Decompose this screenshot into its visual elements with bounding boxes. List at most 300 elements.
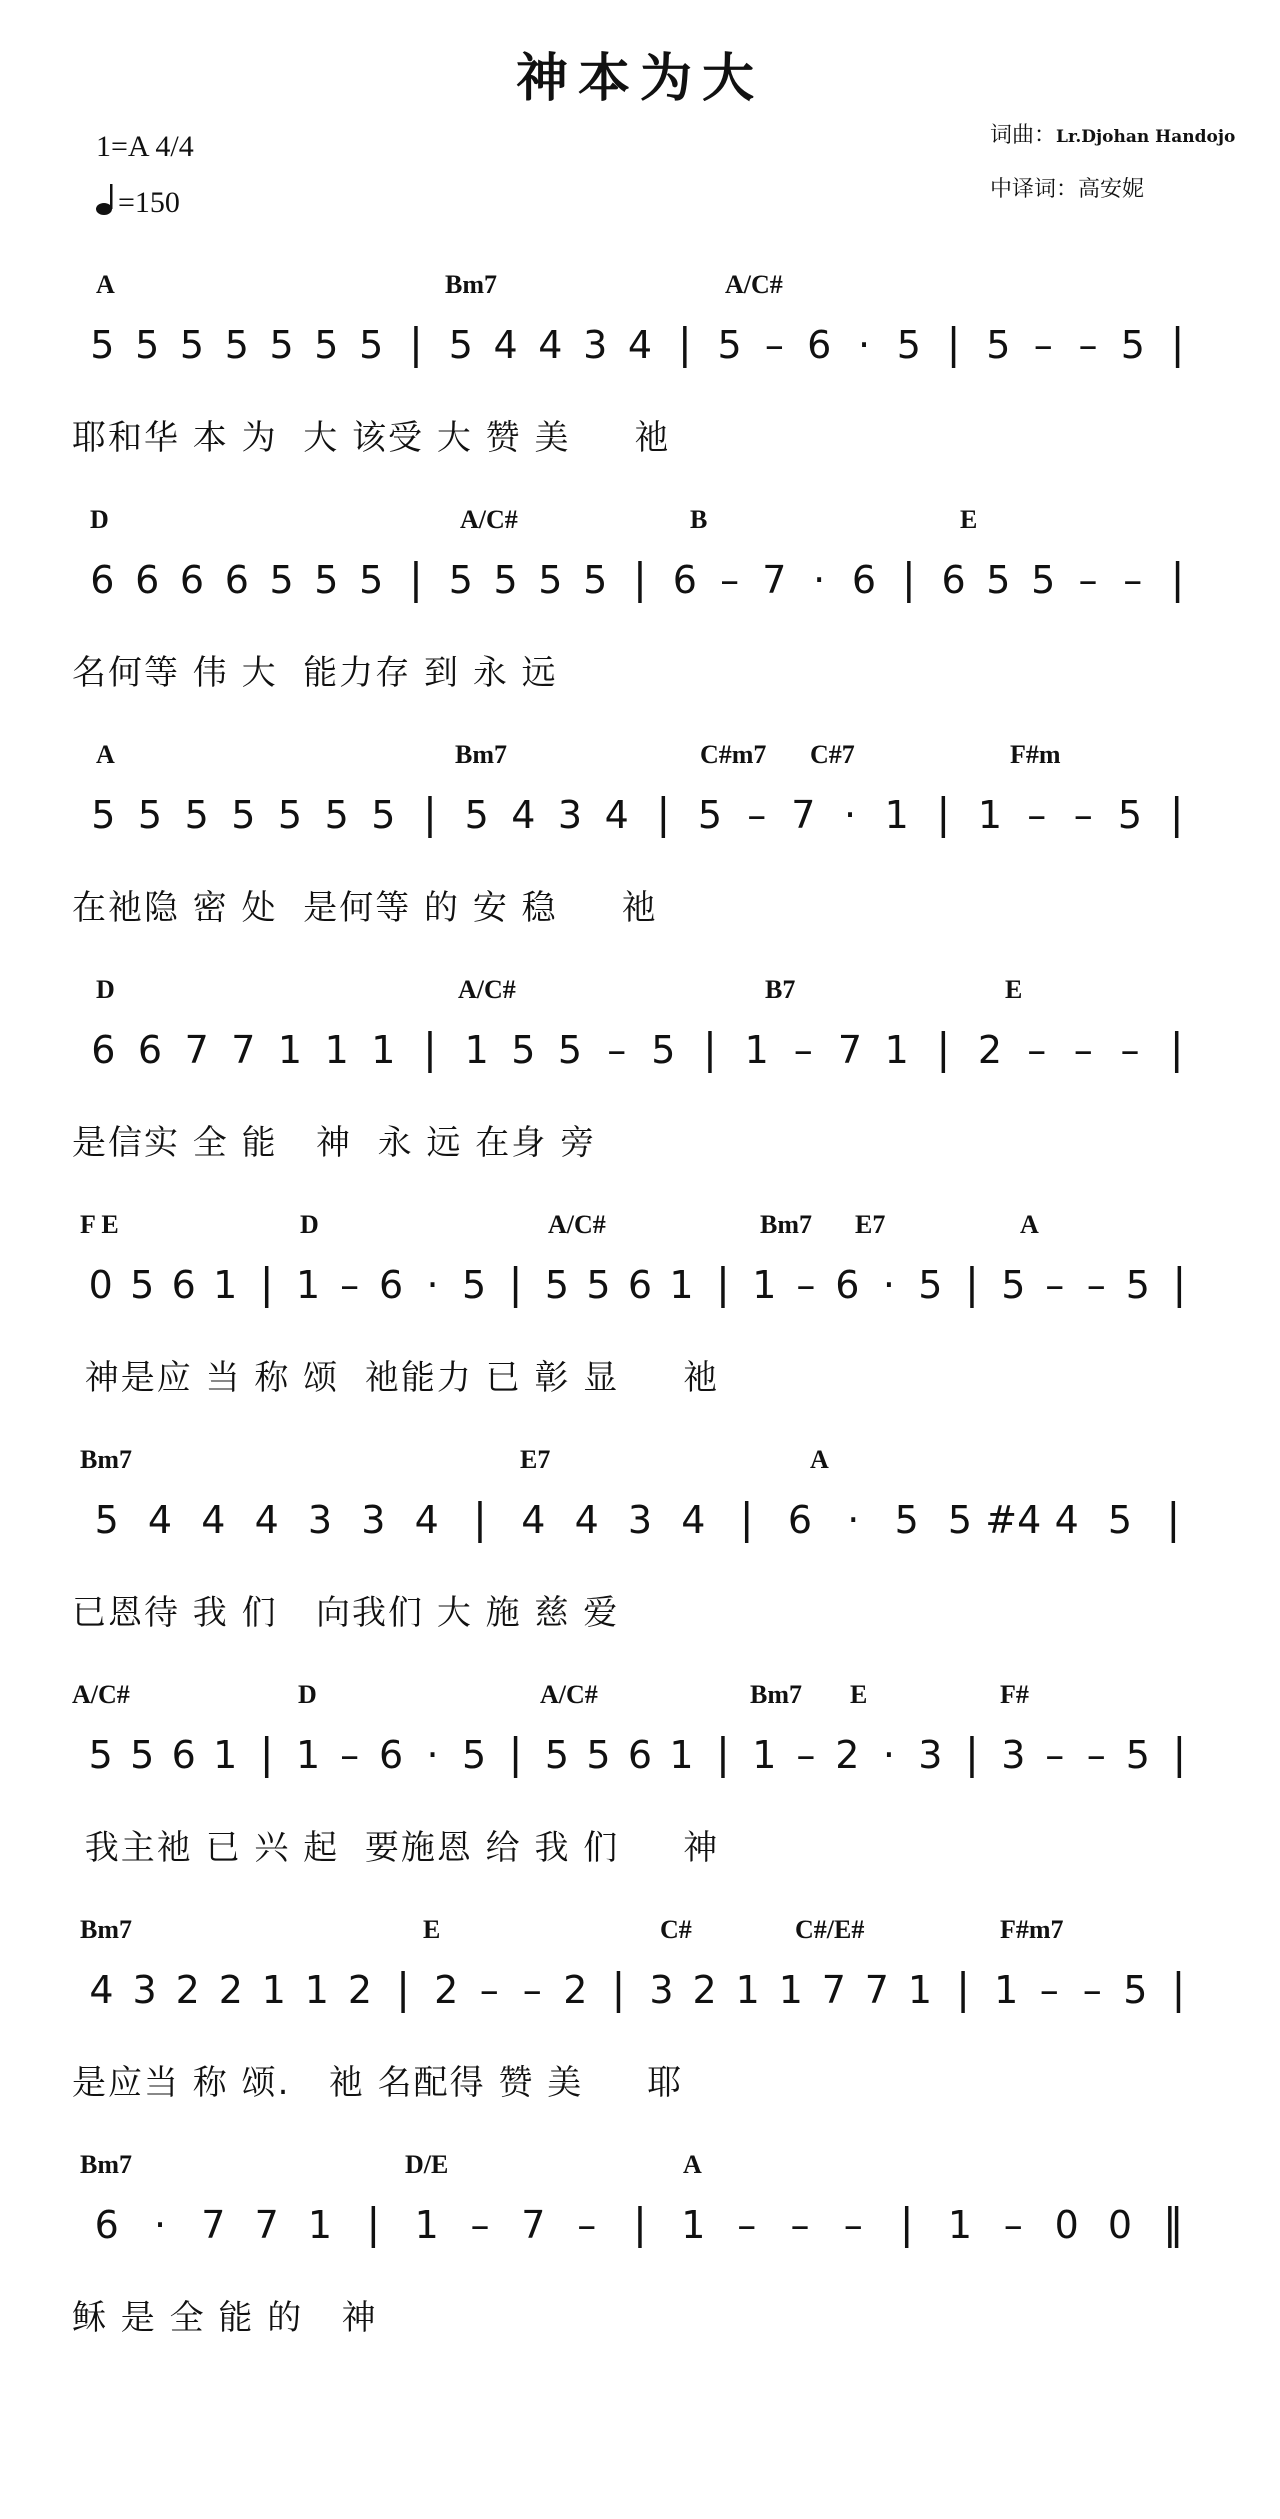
note-symbol: 3 — [557, 793, 583, 837]
note-symbol: 5 — [269, 558, 294, 602]
chord-symbol: A — [810, 1445, 829, 1474]
note-symbol: 5 — [135, 323, 160, 367]
note-symbol: – — [607, 1028, 627, 1072]
note-symbol: – — [470, 2203, 490, 2247]
note-symbol: 7 — [184, 1028, 209, 1072]
note-symbol: – — [1045, 1733, 1065, 1777]
bar-line: | — [396, 1964, 411, 2013]
note-symbol: 6 — [851, 558, 877, 602]
note-line — [80, 1023, 1240, 1103]
note-symbol: 5 — [137, 793, 163, 837]
note-symbol: 5 — [1125, 1733, 1150, 1777]
jianpu-notation — [80, 1258, 1240, 1338]
lyric-line: 我主祂 已 兴 起 要施恩 给 我 们 神 — [72, 1828, 720, 1868]
tempo-value: =150 — [118, 186, 180, 219]
note-symbol: – — [340, 1263, 360, 1307]
lyric-line: 名何等 伟 大 能力存 到 永 远 — [72, 653, 558, 693]
note-symbol: 1 — [778, 1968, 803, 2012]
note-symbol: 5 — [1001, 1263, 1026, 1307]
note-symbol: 3 — [918, 1733, 943, 1777]
note-symbol: – — [1082, 1968, 1102, 2012]
bar-line: | — [1169, 789, 1184, 838]
bar-line: | — [1169, 1024, 1184, 1073]
note-symbol: · — [426, 1733, 439, 1777]
note-symbol: 4 — [414, 1498, 439, 1542]
note-symbol: 1 — [947, 2203, 973, 2247]
note-symbol: 6 — [91, 1028, 116, 1072]
note-symbol: 5 — [91, 793, 116, 837]
note-symbol: 6 — [627, 1263, 653, 1307]
chord-symbol: A/C# — [540, 1680, 598, 1709]
note-symbol: 5 — [1117, 793, 1143, 837]
note-symbol: 3 — [649, 1968, 674, 2012]
bar-line: | — [964, 1259, 979, 1308]
note-symbol: 4 — [538, 323, 563, 367]
note-symbol: 4 — [493, 323, 518, 367]
quarter-note-icon — [96, 182, 118, 216]
score-row — [0, 2150, 1280, 2380]
bar-line: | — [936, 789, 951, 838]
note-symbol: 5 — [1107, 1498, 1133, 1542]
note-symbol: – — [340, 1733, 360, 1777]
note-symbol: 6 — [90, 558, 115, 602]
credit-value: Lr.Djohan Handojo — [1056, 127, 1236, 147]
note-symbol: 2 — [977, 1028, 1003, 1072]
jianpu-notation — [80, 788, 1240, 868]
bar-line: | — [422, 1024, 438, 1073]
credit-label: 词曲： — [990, 123, 1057, 148]
bar-line: | — [366, 2199, 381, 2248]
chord-line — [0, 1210, 1280, 1250]
chord-symbol: D/E — [405, 2150, 449, 2179]
note-symbol: 4 — [201, 1498, 226, 1542]
note-symbol: 5 — [1120, 323, 1145, 367]
page-title: 神本为大 — [515, 48, 764, 109]
note-symbol: 1 — [735, 1968, 760, 2012]
chord-symbol: A/C# — [725, 270, 783, 299]
note-symbol: – — [1078, 323, 1098, 367]
note-symbol: 5 — [314, 558, 339, 602]
bar-line: | — [422, 789, 438, 838]
note-symbol: 5 — [448, 323, 473, 367]
bar-line: | — [632, 554, 648, 603]
note-symbol: 2 — [692, 1968, 717, 2012]
lyric-line: 神是应 当 称 颂 祂能力 已 彰 显 祂 — [72, 1358, 720, 1398]
bar-line: | — [259, 1729, 274, 1778]
chord-line — [0, 505, 1280, 545]
bar-line: | — [472, 1494, 488, 1543]
note-line — [80, 1258, 1240, 1338]
bar-line: | — [1172, 1729, 1187, 1778]
note-line — [80, 788, 1240, 868]
note-symbol: · — [426, 1263, 439, 1307]
chord-symbol: Bm7 — [445, 270, 497, 299]
chord-symbol: F#m — [1010, 740, 1061, 769]
note-symbol: 6 — [787, 1498, 813, 1542]
note-symbol: 1 — [907, 1968, 933, 2012]
note-symbol: 1 — [994, 1968, 1019, 2012]
chord-symbol: D — [90, 505, 109, 534]
chord-symbol: E — [1005, 975, 1023, 1004]
note-symbol: 1 — [752, 1733, 777, 1777]
note-symbol: 4 — [681, 1498, 706, 1542]
chord-symbol: A/C# — [458, 975, 516, 1004]
note-symbol: 5 — [462, 1733, 487, 1777]
key-signature: 1=A 4/4 — [96, 130, 194, 163]
note-symbol: 7 — [231, 1028, 256, 1072]
chord-line — [0, 2150, 1280, 2190]
score-row — [0, 740, 1280, 970]
note-symbol: 1 — [324, 1028, 349, 1072]
bar-line: | — [715, 1729, 731, 1778]
chord-symbol: A/C# — [72, 1680, 130, 1709]
note-symbol: 5 — [986, 558, 1011, 602]
note-symbol: 7 — [254, 2203, 279, 2247]
chord-symbol: Bm7 — [760, 1210, 812, 1239]
note-symbol: – — [796, 1263, 816, 1307]
note-symbol: 4 — [254, 1498, 279, 1542]
note-symbol: 1 — [884, 1028, 909, 1072]
note-symbol: – — [1123, 558, 1143, 602]
chord-symbol: B — [690, 505, 708, 534]
chord-symbol: Bm7 — [80, 2150, 132, 2179]
note-symbol: #4 — [985, 1498, 1042, 1542]
note-symbol: – — [1086, 1733, 1106, 1777]
note-symbol: 4 — [627, 323, 653, 367]
translator-value: 高安妮 — [1078, 177, 1145, 202]
note-symbol: 7 — [762, 558, 787, 602]
bar-line: | — [632, 2199, 648, 2248]
bar-line: | — [508, 1259, 523, 1308]
note-symbol: 1 — [296, 1263, 321, 1307]
note-symbol: 5 — [586, 1733, 611, 1777]
note-symbol: 5 — [1123, 1968, 1148, 2012]
note-symbol: 2 — [175, 1968, 200, 2012]
note-symbol: 5 — [448, 558, 473, 602]
bar-line: | — [936, 1024, 951, 1073]
note-symbol: 1 — [307, 2203, 333, 2247]
note-symbol: – — [479, 1968, 499, 2012]
note-symbol: 5 — [359, 323, 384, 367]
note-symbol: 2 — [563, 1968, 588, 2012]
note-symbol: 1 — [464, 1028, 489, 1072]
chord-symbol: E7 — [520, 1445, 551, 1474]
note-symbol: 1 — [752, 1263, 777, 1307]
chord-symbol: C#/E# — [795, 1915, 865, 1944]
note-symbol: 4 — [574, 1498, 599, 1542]
note-symbol: · — [857, 323, 871, 367]
bar-line: | — [964, 1729, 979, 1778]
note-symbol: – — [747, 793, 767, 837]
note-symbol: – — [1086, 1263, 1106, 1307]
note-symbol: 5 — [1125, 1263, 1150, 1307]
jianpu-notation — [80, 318, 1240, 398]
chord-symbol: C#m7 — [700, 740, 767, 769]
note-symbol: 5 — [324, 793, 349, 837]
chord-symbol: C# — [660, 1915, 692, 1944]
note-symbol: 5 — [184, 793, 209, 837]
note-symbol: 5 — [90, 323, 115, 367]
note-symbol: 5 — [371, 793, 396, 837]
lyric-line: 已恩待 我 们 向我们 大 施 慈 爱 — [72, 1593, 620, 1633]
score-row — [0, 1680, 1280, 1910]
note-symbol: – — [720, 558, 740, 602]
chord-symbol: B7 — [765, 975, 796, 1004]
note-symbol: – — [577, 2203, 597, 2247]
note-symbol: · — [847, 1498, 860, 1542]
note-symbol: 6 — [94, 2203, 119, 2247]
note-symbol: – — [793, 1028, 813, 1072]
chord-symbol: Bm7 — [455, 740, 507, 769]
score-row — [0, 975, 1280, 1205]
note-symbol: 6 — [835, 1263, 860, 1307]
note-symbol: 4 — [89, 1968, 114, 2012]
note-symbol: 5 — [586, 1263, 611, 1307]
chord-line — [0, 1915, 1280, 1955]
bar-line: | — [739, 1494, 754, 1543]
note-symbol: 5 — [894, 1498, 919, 1542]
note-symbol: 5 — [511, 1028, 536, 1072]
note-symbol: 1 — [277, 1028, 303, 1072]
chord-symbol: Bm7 — [80, 1915, 132, 1944]
chord-symbol: F#m7 — [1000, 1915, 1064, 1944]
note-symbol: 2 — [218, 1968, 243, 2012]
note-symbol: 2 — [434, 1968, 459, 2012]
note-symbol: 1 — [744, 1028, 769, 1072]
note-symbol: – — [764, 323, 784, 367]
note-symbol: – — [1073, 1028, 1093, 1072]
note-symbol: 5 — [538, 558, 563, 602]
note-line — [80, 1493, 1240, 1573]
note-symbol: 5 — [896, 323, 921, 367]
note-symbol: 5 — [947, 1498, 973, 1542]
note-symbol: 3 — [132, 1968, 157, 2012]
chord-symbol: F E — [80, 1210, 119, 1239]
note-symbol: 5 — [493, 558, 518, 602]
note-symbol: 5 — [277, 793, 303, 837]
bar-line: | — [656, 789, 671, 838]
note-symbol: – — [1027, 1028, 1047, 1072]
chord-line — [0, 1445, 1280, 1485]
note-symbol: 6 — [627, 1733, 653, 1777]
bar-line: | — [259, 1259, 274, 1308]
note-symbol: – — [1033, 323, 1053, 367]
bar-line: | — [946, 319, 961, 368]
chord-line — [0, 975, 1280, 1015]
jianpu-notation — [80, 1023, 1240, 1103]
bar-line: | — [1170, 554, 1185, 603]
note-line — [80, 1963, 1240, 2043]
note-symbol: 7 — [201, 2203, 226, 2247]
chord-symbol: A/C# — [460, 505, 518, 534]
note-symbol: 7 — [837, 1028, 863, 1072]
credit-line — [990, 118, 1235, 149]
chord-line — [0, 740, 1280, 780]
note-symbol: 7 — [821, 1968, 846, 2012]
chord-symbol: E7 — [855, 1210, 886, 1239]
note-symbol: 1 — [669, 1733, 694, 1777]
chord-symbol: Bm7 — [750, 1680, 802, 1709]
note-symbol: 3 — [307, 1498, 333, 1542]
note-symbol: 5 — [314, 323, 339, 367]
note-symbol: 6 — [379, 1263, 404, 1307]
bar-line: | — [408, 319, 424, 368]
note-symbol: 4 — [604, 793, 629, 837]
score-row — [0, 1210, 1280, 1440]
translator-line — [990, 172, 1144, 203]
score-row — [0, 1915, 1280, 2145]
note-symbol: 5 — [130, 1733, 155, 1777]
note-symbol: 1 — [296, 1733, 321, 1777]
note-symbol: · — [153, 2203, 167, 2247]
note-symbol: 5 — [651, 1028, 676, 1072]
note-symbol: 3 — [1001, 1733, 1026, 1777]
bar-line: | — [1166, 1494, 1181, 1543]
note-symbol: 6 — [135, 558, 160, 602]
chord-symbol: E — [423, 1915, 441, 1944]
bar-line: | — [702, 1024, 718, 1073]
bar-line: | — [677, 319, 692, 368]
note-symbol: – — [1120, 1028, 1140, 1072]
lyric-line: 是应当 称 颂. 祂 名配得 赞 美 耶 — [72, 2063, 684, 2103]
note-symbol: – — [1039, 1968, 1059, 2012]
note-symbol: 5 — [464, 793, 489, 837]
chord-symbol: C#7 — [810, 740, 855, 769]
note-symbol: 4 — [521, 1498, 546, 1542]
note-symbol: 5 — [359, 558, 384, 602]
bar-line: | — [611, 1964, 626, 2013]
note-symbol: 5 — [544, 1263, 570, 1307]
score-row — [0, 1445, 1280, 1675]
jianpu-notation — [80, 2198, 1240, 2278]
note-symbol: 1 — [977, 793, 1003, 837]
note-symbol: 6 — [807, 323, 832, 367]
note-symbol: – — [790, 2203, 810, 2247]
note-symbol: 6 — [672, 558, 697, 602]
note-symbol: 4 — [511, 793, 536, 837]
chord-symbol: A/C# — [548, 1210, 606, 1239]
note-symbol: 7 — [521, 2203, 546, 2247]
note-symbol: 3 — [583, 323, 608, 367]
note-symbol: 6 — [171, 1263, 196, 1307]
note-symbol: 5 — [918, 1263, 943, 1307]
bar-line: | — [1170, 319, 1185, 368]
note-symbol: 0 — [1107, 2203, 1133, 2247]
note-symbol: 6 — [137, 1028, 163, 1072]
note-symbol: 6 — [171, 1733, 196, 1777]
note-symbol: 0 — [88, 1263, 113, 1307]
note-symbol: 5 — [717, 323, 742, 367]
jianpu-notation — [80, 1493, 1240, 1573]
chord-symbol: A — [683, 2150, 702, 2179]
note-symbol: – — [1073, 793, 1093, 837]
note-symbol: – — [1045, 1263, 1065, 1307]
note-symbol: 4 — [147, 1498, 173, 1542]
note-symbol: 5 — [544, 1733, 570, 1777]
note-symbol: – — [796, 1733, 816, 1777]
note-symbol: 5 — [697, 793, 723, 837]
bar-line: | — [956, 1964, 971, 2013]
note-symbol: 5 — [557, 1028, 583, 1072]
chord-symbol: D — [298, 1680, 317, 1709]
bar-line: | — [901, 554, 916, 603]
note-symbol: 2 — [835, 1733, 860, 1777]
chord-symbol: F# — [1000, 1680, 1029, 1709]
note-symbol: 1 — [884, 793, 909, 837]
note-symbol: 6 — [179, 558, 205, 602]
note-symbol: 1 — [669, 1263, 694, 1307]
note-line — [80, 2198, 1240, 2278]
note-symbol: · — [882, 1263, 895, 1307]
note-symbol: 0 — [1054, 2203, 1079, 2247]
chord-line — [0, 1680, 1280, 1720]
note-symbol: 5 — [583, 558, 608, 602]
note-symbol: 3 — [361, 1498, 386, 1542]
jianpu-notation — [80, 553, 1240, 633]
note-symbol: 1 — [371, 1028, 396, 1072]
note-symbol: 5 — [231, 793, 256, 837]
bar-line: | — [715, 1259, 731, 1308]
note-symbol: 5 — [986, 323, 1011, 367]
chord-symbol: E — [960, 505, 978, 534]
score-row — [0, 505, 1280, 735]
note-symbol: 5 — [269, 323, 294, 367]
chord-symbol: A — [96, 270, 115, 299]
chord-symbol: A — [96, 740, 115, 769]
translator-label: 中译词： — [990, 177, 1079, 202]
lyric-line: 稣 是 全 能 的 神 — [72, 2298, 378, 2338]
note-symbol: 1 — [213, 1733, 238, 1777]
tempo-marking — [96, 182, 180, 220]
note-symbol: 5 — [224, 323, 249, 367]
bar-line: | — [1172, 1259, 1187, 1308]
note-symbol: 5 — [179, 323, 205, 367]
jianpu-notation — [80, 1963, 1240, 2043]
chord-symbol: A — [1020, 1210, 1039, 1239]
note-symbol: 5 — [94, 1498, 119, 1542]
bar-line: | — [1171, 1964, 1186, 2013]
note-symbol: 6 — [379, 1733, 404, 1777]
note-symbol: 5 — [130, 1263, 155, 1307]
note-symbol: – — [843, 2203, 863, 2247]
note-symbol: · — [882, 1733, 895, 1777]
chord-symbol: D — [96, 975, 115, 1004]
note-symbol: · — [813, 558, 826, 602]
note-symbol: – — [1027, 793, 1047, 837]
note-symbol: 5 — [88, 1733, 113, 1777]
note-line — [80, 318, 1240, 398]
note-symbol: – — [737, 2203, 757, 2247]
chord-symbol: E — [850, 1680, 868, 1709]
bar-line: | — [508, 1729, 523, 1778]
note-symbol: 1 — [261, 1968, 286, 2012]
note-symbol: 5 — [462, 1263, 487, 1307]
note-symbol: 3 — [627, 1498, 653, 1542]
note-symbol: – — [522, 1968, 542, 2012]
score-row — [0, 270, 1280, 500]
bar-line: | — [899, 2199, 914, 2248]
chord-line — [0, 270, 1280, 310]
chord-symbol: Bm7 — [80, 1445, 132, 1474]
note-symbol: 7 — [791, 793, 816, 837]
note-symbol: 6 — [224, 558, 249, 602]
note-line — [80, 553, 1240, 633]
note-symbol: 1 — [414, 2203, 439, 2247]
lyric-line: 耶和华 本 为 大 该受 大 赞 美 祂 — [72, 418, 671, 458]
note-symbol: 1 — [681, 2203, 706, 2247]
jianpu-notation — [80, 1728, 1240, 1808]
note-symbol: – — [1078, 558, 1098, 602]
